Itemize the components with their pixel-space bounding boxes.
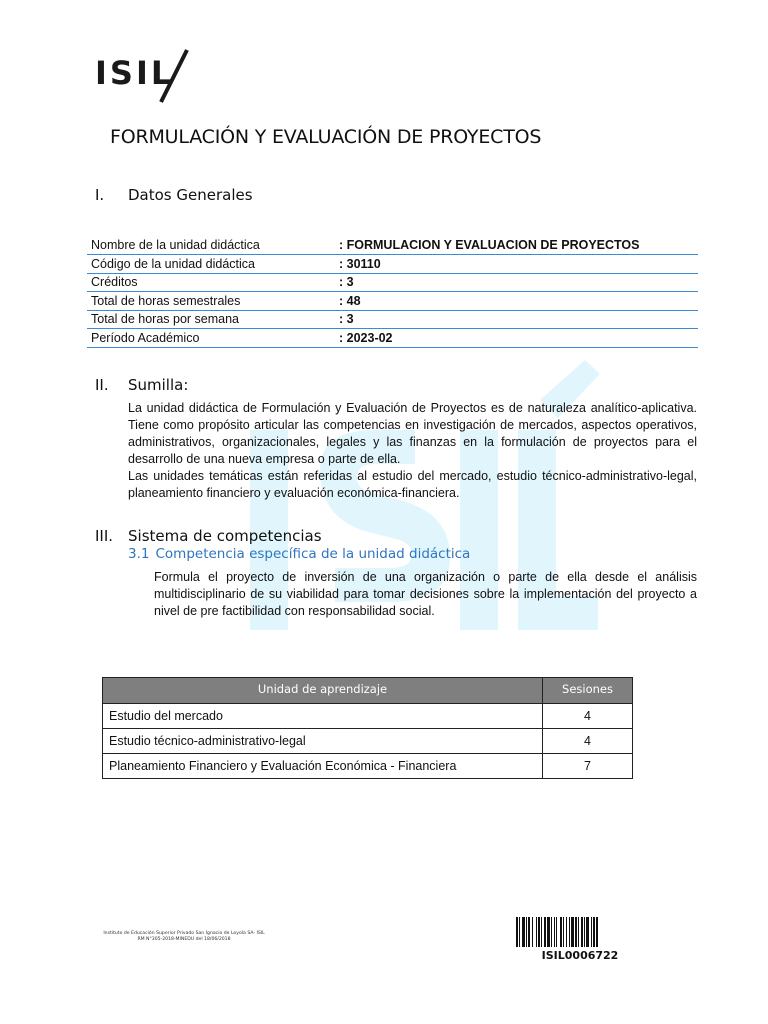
field-label: Nombre de la unidad didáctica xyxy=(87,236,333,255)
sumilla-paragraph: Las unidades temáticas están referidas al estudio del mercado, estudio técnico-administrativo-legal, planeamiento financiero y evaluación económica-financiera. xyxy=(128,469,697,500)
field-value: : 3 xyxy=(333,273,698,292)
unit-sessions: 4 xyxy=(543,729,633,754)
logo-text: ISIL xyxy=(95,54,175,92)
table-row xyxy=(103,754,633,779)
field-label: Total de horas semestrales xyxy=(87,292,333,311)
field-label: Período Académico xyxy=(87,329,333,348)
section-number: III. xyxy=(95,527,114,545)
field-label: Código de la unidad didáctica xyxy=(87,255,333,274)
unit-name: Planeamiento Financiero y Evaluación Económica - Financiera xyxy=(103,754,543,779)
barcode-text: ISIL0006722 xyxy=(541,949,619,962)
subsection-number: 3.1 xyxy=(128,546,150,562)
field-label: Créditos xyxy=(87,273,333,292)
institution-resolution: RM N°305-2018-MINEDU del 18/06/2018 xyxy=(137,937,231,942)
field-value: : FORMULACION Y EVALUACION DE PROYECTOS xyxy=(333,236,698,255)
section-title: Sistema de competencias xyxy=(128,527,322,545)
section-title: Sumilla: xyxy=(128,376,189,394)
table-row xyxy=(87,310,698,329)
subsection-title: Competencia específica de la unidad didáctica xyxy=(155,546,471,562)
isil-logo xyxy=(95,48,195,104)
field-value: : 30110 xyxy=(333,255,698,274)
subsection-heading xyxy=(128,546,470,562)
table-row xyxy=(87,273,698,292)
field-value: : 2023-02 xyxy=(333,329,698,348)
unit-name: Estudio del mercado xyxy=(103,704,543,729)
section-heading-competencias xyxy=(95,527,322,545)
table-row xyxy=(87,329,698,348)
table-header-row xyxy=(103,678,633,704)
table-row xyxy=(87,292,698,311)
section-heading-general xyxy=(95,186,253,204)
unit-name: Estudio técnico-administrativo-legal xyxy=(103,729,543,754)
table-row xyxy=(87,236,698,255)
competencia-paragraph: Formula el proyecto de inversión de una organización o parte de ella desde el análisis multidisciplinario de su viabilidad para tomar decisiones sobre la implementación del proyecto a nivel de pre factibilidad con responsabilidad social. xyxy=(154,570,697,618)
unit-sessions: 7 xyxy=(543,754,633,779)
table-row xyxy=(87,255,698,274)
document-title: FORMULACIÓN Y EVALUACIÓN DE PROYECTOS xyxy=(110,126,542,148)
field-label: Total de horas por semana xyxy=(87,310,333,329)
table-row xyxy=(103,729,633,754)
column-header-sessions: Sesiones xyxy=(543,678,633,704)
institution-footer xyxy=(84,931,284,943)
section-number: II. xyxy=(95,376,109,394)
learning-units-table xyxy=(102,677,633,779)
column-header-unit: Unidad de aprendizaje xyxy=(103,678,543,704)
field-value: : 3 xyxy=(333,310,698,329)
logo-slash-icon xyxy=(157,48,191,104)
field-value: : 48 xyxy=(333,292,698,311)
section-number: I. xyxy=(95,186,105,204)
institution-name: Instituto de Educación Superior Privado San Ignacio de Loyola SA- ISIL xyxy=(103,931,265,936)
table-row xyxy=(103,704,633,729)
section-heading-sumilla xyxy=(95,376,188,394)
section-title: Datos Generales xyxy=(128,186,253,204)
sumilla-paragraph: La unidad didáctica de Formulación y Evaluación de Proyectos es de naturaleza analítico-aplicativa. Tiene como propósito articular las competencias en investigación de mercados, aspectos operativos, administrativos, organizacionales, legales y las finanzas en la formulación de proyectos para el desarrollo de una nueva empresa o parte de ella. xyxy=(128,401,697,466)
barcode xyxy=(516,917,644,947)
unit-sessions: 4 xyxy=(543,704,633,729)
general-data-table xyxy=(87,236,698,348)
